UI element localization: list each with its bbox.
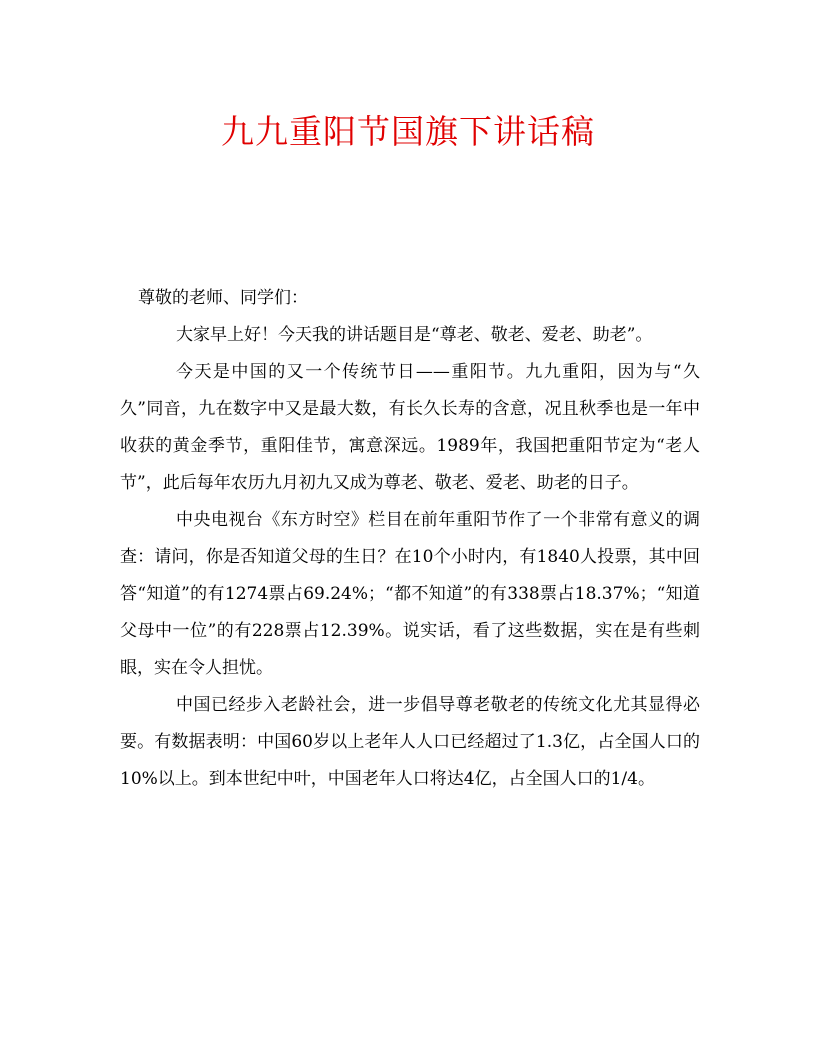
document-body	[120, 280, 700, 798]
greeting: 尊敬的老师、同学们：	[138, 288, 308, 308]
paragraph-3: 中央电视台《东方时空》栏目在前年重阳节作了一个非常有意义的调查：请问，你是否知道父母的生日？在10个小时内，有1840人投票，其中回答“知道”的有1274票占69.24%；“都不知道”的有338票占18.37%；“知道父母中一位”的有228票占12.39%。说实话，看了这些数据，实在是有些刺眼，实在令人担忧。	[120, 510, 700, 678]
paragraph-2: 今天是中国的又一个传统节日——重阳节。九九重阳，因为与“久久”同音，九在数字中又是最大数，有长久长寿的含意，况且秋季也是一年中收获的黄金季节，重阳佳节，寓意深远。1989年，我国把重阳节定为“老人节”，此后每年农历九月初九又成为尊老、敬老、爱老、助老的日子。	[120, 362, 700, 493]
paragraph-4: 中国已经步入老龄社会，进一步倡导尊老敬老的传统文化尤其显得必要。有数据表明：中国60岁以上老年人人口已经超过了1.3亿，占全国人口的10%以上。到本世纪中叶，中国老年人口将达4亿，占全国人口的1/4。	[120, 695, 700, 789]
document-title: 九九重阳节国旗下讲话稿	[221, 112, 595, 151]
paragraph-1: 大家早上好！今天我的讲话题目是“尊老、敬老、爱老、助老”。	[176, 325, 653, 345]
